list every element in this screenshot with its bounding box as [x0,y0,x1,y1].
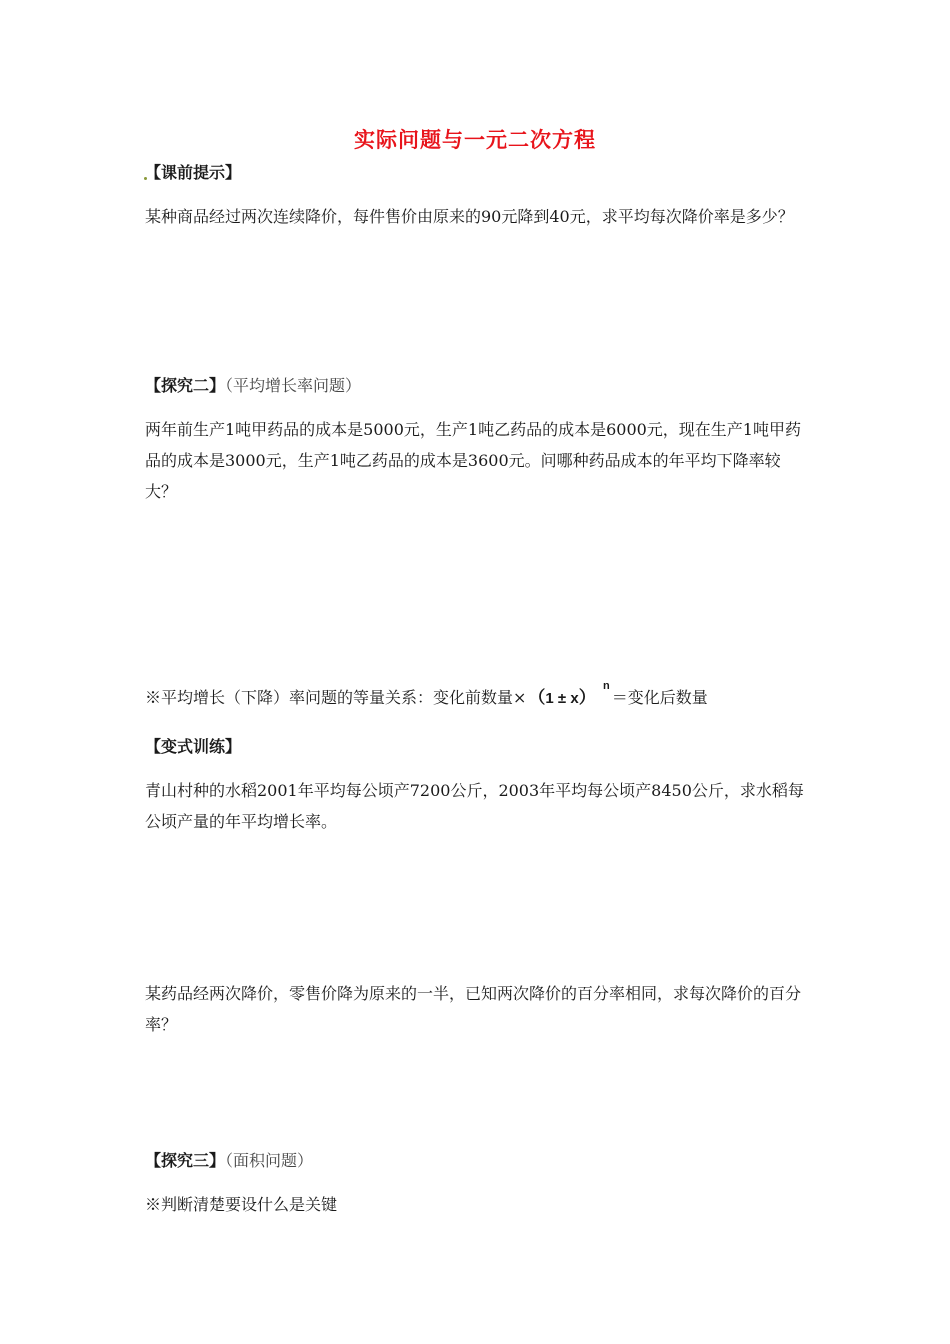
variant-problem-1: 青山村种的水稻2001年平均每公顷产7200公斤，2003年平均每公顷产8450公斤，求水稻每公顷产量的年平均增长率。 [145,781,804,831]
explore-three-header [145,1149,313,1173]
explore-two-problem: 两年前生产1吨甲药品的成本是5000元，生产1吨乙药品的成本是6000元，现在生产1吨甲药品的成本是3000元，生产1吨乙药品的成本是3600元。问哪种药品成本的年平均下降率较大？ [145,420,801,501]
relation-line [145,680,708,711]
explore-three-note: （面积问题） [225,1151,314,1170]
formula-open-paren: （ [528,688,546,707]
explore-two-note: （平均增长率问题） [225,376,362,395]
pre-class-heading: 【课前提示】 [145,163,242,182]
explore-three-heading: 【探究三】 [145,1151,226,1170]
variant-heading: 【变式训练】 [145,737,242,756]
relation-suffix: ＝变化后数量 [611,688,708,707]
page-title: 实际问题与一元二次方程 [354,128,596,152]
relation-prefix: ※平均增长（下降）率问题的等量关系：变化前数量× [145,688,527,707]
formula-exponent: n [602,680,610,692]
explore-two-header [145,374,361,398]
explore-three-tip: ※判断清楚要设什么是关键 [145,1195,338,1214]
explore-two-heading: 【探究二】 [145,376,226,395]
pre-class-problem: 某种商品经过两次连续降价，每件售价由原来的90元降到40元，求平均每次降价率是多少？ [145,207,794,226]
formula-body: 1 ± x [545,690,579,707]
formula-close-paren: ） [578,688,596,707]
growth-formula [528,680,610,711]
variant-problem-2: 某药品经两次降价，零售价降为原来的一半，已知两次降价的百分率相同，求每次降价的百分率？ [145,984,802,1034]
